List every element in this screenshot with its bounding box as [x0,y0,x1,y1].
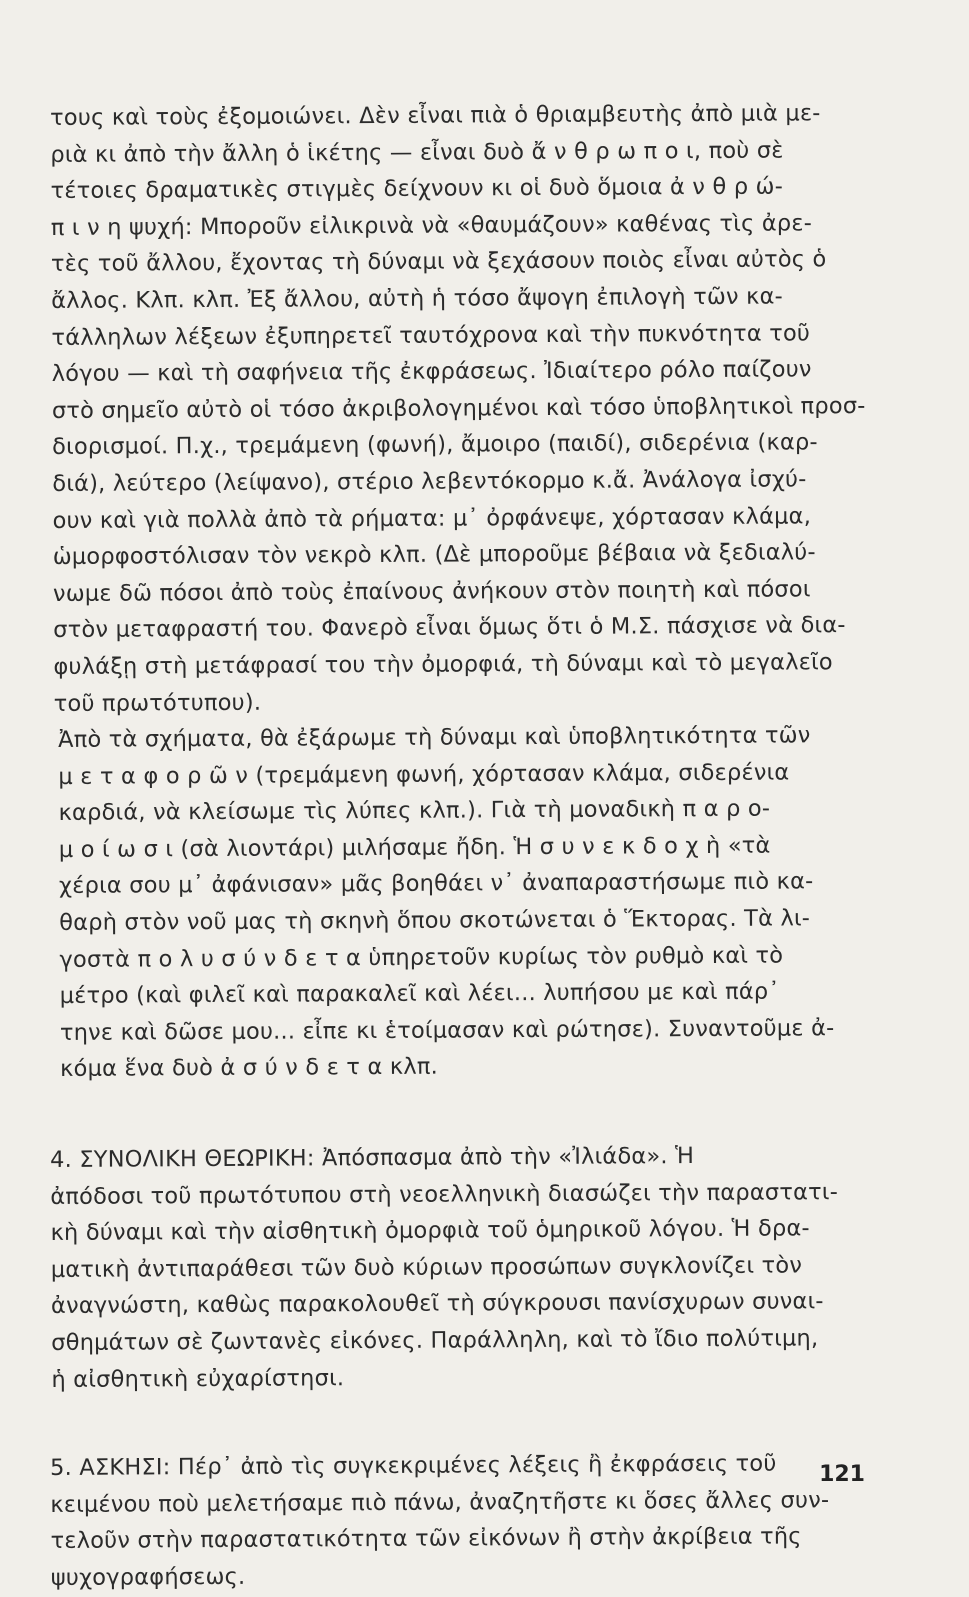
text-line: διορισμοί. Π.χ., τρεμάμενη (φωνή), ἄμοιρο (παιδί), σιδερένια (καρ- [52,429,818,461]
text-line: κὴ δύναμι καὶ τὴν αἰσθητικὴ ὀμορφιὰ τοῦ ὁμηρικοῦ λόγου. Ἡ δρα- [50,1215,810,1247]
text-line: μ ο ί ω σ ι (σὰ λιοντάρι) μιλήσαμε ἤδη. Ἡ σ υ ν ε κ δ ο χ ὴ «τὰ [58,832,771,863]
text-line: κόμα ἕνα δυὸ ἀ σ ύ ν δ ε τ α κλπ. [60,1054,439,1083]
text-body [50,100,869,1597]
text-line: ματικὴ ἀντιπαράθεσι τῶν δυὸ κύριων προσώπων συγκλονίζει τὸν [50,1252,803,1283]
text-line: τηνε καὶ δῶσε μου... εἶπε κι ἑτοίμασαν καὶ ρώτησε). Συναντοῦμε ἀ- [59,1015,835,1046]
text-line: Ἀπὸ τὰ σχήματα, θὰ ἐξάρωμε τὴ δύναμι καὶ ὑποβλητικότητα τῶν [58,722,811,754]
text-line: ψυχογραφήσεως. [50,1563,246,1591]
paragraph [50,1445,870,1596]
text-line: σθημάτων σὲ ζωντανὲς εἰκόνες. Παράλληλη, καὶ τὸ ἴδιο πολύτιμη, [51,1325,819,1356]
page-number: 121 [819,1462,865,1487]
text-line: καρδιά, νὰ κλείσωμε τὶς λύπες κλπ.). Γιὰ τὴ μοναδικὴ π α ρ ο- [58,795,771,827]
paragraph [50,95,873,722]
text-line: στὸ σημεῖο αὐτὸ οἱ τόσο ἀκριβολογημένοι καὶ τόσο ὑποβλητικοὶ προσ- [51,392,866,424]
text-line: 4. ΣΥΝΟΛΙΚΗ ΘΕΩΡΙΚΗ: Ἀπόσπασμα ἀπὸ τὴν «Ἰλιάδα». Ἡ [50,1143,695,1174]
text-line: ἀναγνώστη, καθὼς παρακολουθεῖ τὴ σύγκρουσι πανίσχυρων συναι- [50,1288,824,1320]
text-line: ουν καὶ γιὰ πολλὰ ἀπὸ τὰ ρήματα: μ᾽ ὀρφάνεψε, χόρτασαν κλάμα, [52,502,812,534]
text-line: ἀπόδοσι τοῦ πρωτότυπου στὴ νεοελληνικὴ διασώζει τὴν παραστατι- [50,1178,839,1210]
text-line: τάλληλων λέξεων ἐξυπηρετεῖ ταυτόχρονα καὶ τὴν πυκνότητα τοῦ [51,319,811,351]
text-line: στὸν μεταφραστή του. Φανερὸ εἶναι ὅμως ὅτι ὁ Μ.Σ. πάσχισε νὰ δια- [53,612,846,644]
text-line: διά), λεύτερο (λείψανο), στέριο λεβεντόκορμο κ.ἄ. Ἀνάλογα ἰσχύ- [52,466,807,497]
text-line: τοῦ πρωτότυπου). [53,689,262,717]
text-line: ριὰ κι ἀπὸ τὴν ἄλλη ὁ ἱκέτης — εἶναι δυὸ ἄ ν θ ρ ω π ο ι, ποὺ σὲ [50,137,784,168]
text-line: κειμένου ποὺ μελετήσαμε πιὸ πάνω, ἀναζητῆστε κι ὅσες ἄλλες συν- [50,1487,830,1518]
text-line: μέτρο (καὶ φιλεῖ καὶ παρακαλεῖ καὶ λέει... λυπήσου με καὶ πάρ᾽ [59,978,780,1010]
text-line: λόγου — καὶ τὴ σαφήνεια τῆς ἐκφράσεως. Ἰδιαίτερο ρόλο παίζουν [51,356,812,388]
text-line: π ι ν η ψυχή: Μποροῦν εἰλικρινὰ νὰ «θαυμάζουν» καθένας τὶς ἀρε- [50,210,813,241]
text-line: τελοῦν στὴν παραστατικότητα τῶν εἰκόνων ἢ στὴν ἀκρίβεια τῆς [50,1523,802,1555]
text-line: τέτοιες δραματικὲς στιγμὲς δείχνουν κι οἱ δυὸ ὅμοια ἀ ν θ ρ ώ- [50,173,784,205]
paragraph [50,1137,871,1398]
text-line: μ ε τ α φ ο ρ ῶ ν (τρεμάμενη φωνή, χόρτασαν κλάμα, σιδερένια [58,759,790,790]
text-line: τους καὶ τοὺς ἐξομοιώνει. Δὲν εἶναι πιὰ ὁ θριαμβευτὴς ἀπὸ μιὰ με- [50,100,821,131]
text-line: γοστὰ π ο λ υ σ ύ ν δ ε τ α ὑπηρετοῦν κυρίως τὸν ρυθμὸ καὶ τὸ [59,942,784,973]
text-line: φυλάξῃ στὴ μετάφρασί του τὴν ὀμορφιά, τὴ δύναμι καὶ τὸ μεγαλεῖο [53,649,833,680]
paragraph [50,717,871,1088]
text-line: ἡ αἰσθητικὴ εὐχαρίστησι. [51,1364,345,1393]
text-line: χέρια σου μ᾽ ἀφάνισαν» μᾶς βοηθάει ν᾽ ἀναπαραστήσωμε πιὸ κα- [58,868,814,900]
text-line: ὡμορφοστόλισαν τὸν νεκρὸ κλπ. (Δὲ μποροῦμε βέβαια νὰ ξεδιαλύ- [52,539,816,571]
text-line: νωμε δῶ πόσοι ἀπὸ τοὺς ἐπαίνους ἀνήκουν στὸν ποιητὴ καὶ πόσοι [52,576,811,607]
text-line: ἄλλος. Κλπ. κλπ. Ἐξ ἄλλου, αὐτὴ ἡ τόσο ἄψογη ἐπιλογὴ τῶν κα- [51,283,783,314]
text-line: θαρὴ στὸν νοῦ μας τὴ σκηνὴ ὅπου σκοτώνεται ὁ Ἕκτορας. Τὰ λι- [59,905,811,937]
text-line: 5. ΑΣΚΗΣΙ: Πέρ᾽ ἀπὸ τὶς συγκεκριμένες λέξεις ἢ ἐκφράσεις τοῦ [50,1450,777,1482]
text-line: τὲς τοῦ ἄλλου, ἔχοντας τὴ δύναμι νὰ ξεχάσουν ποιὸς εἶναι αὐτὸς ὁ [50,246,827,278]
